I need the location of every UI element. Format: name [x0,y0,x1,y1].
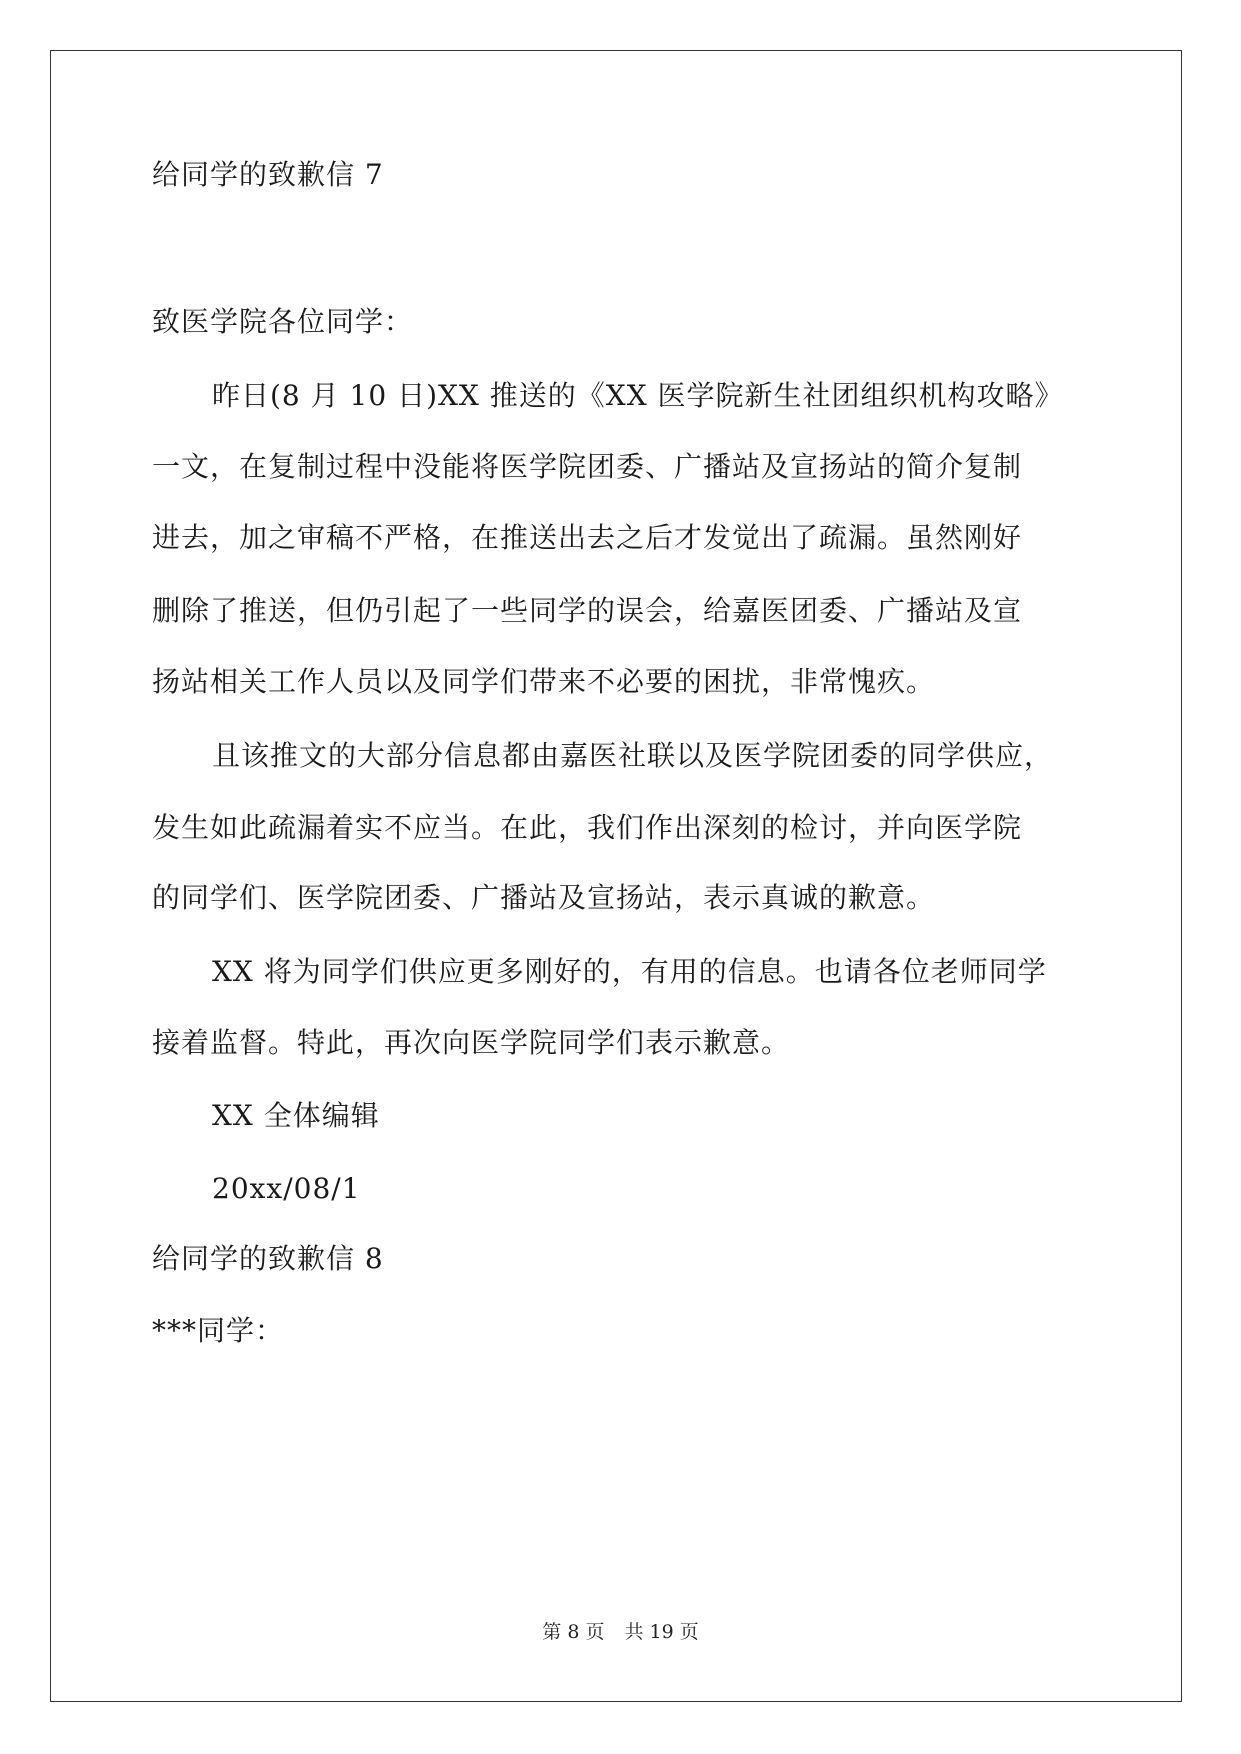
paragraph-line: 且该推文的大部分信息都由嘉医社联以及医学院团委的同学供应， [212,739,1054,772]
page-total: 共 19 页 [624,1621,699,1643]
salutation: 致医学院各位同学： [152,305,414,338]
letter-8-title: 给同学的致歉信 8 [152,1242,384,1275]
paragraph-line: 昨日(8 月 10 日)XX 推送的《XX 医学院新生社团组织机构攻略》 [212,379,1064,412]
page-footer [0,1620,1241,1644]
paragraph-line: 的同学们、医学院团委、广播站及宣扬站，表示真诚的歉意。 [152,881,936,914]
paragraph-line: 删除了推送，但仍引起了一些同学的误会，给嘉医团委、广播站及宣 [152,594,1023,627]
date: 20xx/08/1 [212,1172,361,1205]
paragraph-line: 一文，在复制过程中没能将医学院团委、广播站及宣扬站的简介复制 [152,450,1023,483]
paragraph-line: 发生如此疏漏着实不应当。在此，我们作出深刻的检讨，并向医学院 [152,811,1023,844]
letter-8-salutation: ***同学： [152,1314,285,1347]
page-number: 第 8 页 [542,1621,605,1643]
paragraph-line: 接着监督。特此，再次向医学院同学们表示歉意。 [152,1026,791,1059]
paragraph-line: 进去，加之审稿不严格，在推送出去之后才发觉出了疏漏。虽然刚好 [152,521,1023,554]
paragraph-line: 扬站相关工作人员以及同学们带来不必要的困扰，非常愧疚。 [152,665,936,698]
letter-7-title: 给同学的致歉信 7 [152,158,384,191]
paragraph-line: XX 将为同学们供应更多刚好的，有用的信息。也请各位老师同学 [212,955,1047,988]
signature: XX 全体编辑 [212,1099,380,1132]
page-frame [50,50,1182,1702]
